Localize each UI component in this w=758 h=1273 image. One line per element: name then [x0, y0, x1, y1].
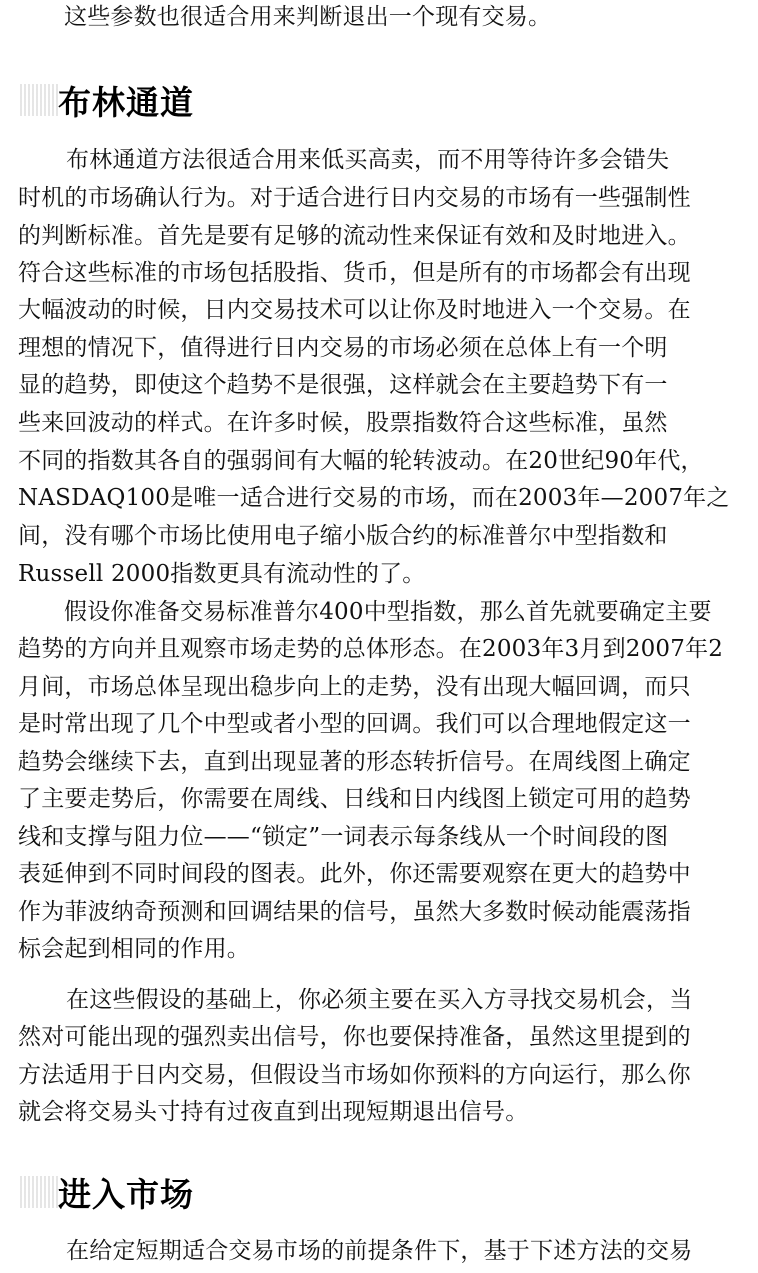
section-heading-enter-market	[20, 1168, 194, 1216]
text-line: 是时常出现了几个中型或者小型的回调。我们可以合理地假定这一	[18, 711, 691, 737]
text-line: 些来回波动的样式。在许多时候，股票指数符合这些标准，虽然	[18, 410, 668, 436]
text-line: 符合这些标准的市场包括股指、货币，但是所有的市场都会有出现	[18, 260, 691, 286]
heading-marker-icon	[20, 84, 58, 116]
text-line: 这些参数也很适合用来判断退出一个现有交易。	[64, 4, 552, 30]
text-line: 在这些假设的基础上，你必须主要在买入方寻找交易机会，当	[66, 987, 693, 1013]
text-line: 月间，市场总体呈现出稳步向上的走势，没有出现大幅回调，而只	[18, 674, 691, 700]
text-line: 趋势的方向并且观察市场走势的总体形态。在2003年3月到2007年2	[18, 636, 724, 662]
section-title: 进入市场	[58, 1174, 194, 1214]
text-line: 理想的情况下，值得进行日内交易的市场必须在总体上有一个明	[18, 335, 668, 361]
text-line: 布林通道方法很适合用来低买高卖，而不用等待许多会错失	[66, 147, 670, 173]
text-line: 作为菲波纳奇预测和回调结果的信号，虽然大多数时候动能震荡指	[18, 899, 691, 925]
text-line: 在给定短期适合交易市场的前提条件下，基于下述方法的交易	[66, 1238, 693, 1264]
text-line: 不同的指数其各自的强弱间有大幅的轮转波动。在20世纪90年代，	[18, 448, 704, 474]
text-line: 了主要走势后，你需要在周线、日线和日内线图上锁定可用的趋势	[18, 786, 691, 812]
text-line: 线和支撑与阻力位——“锁定”一词表示每条线从一个时间段的图	[18, 824, 669, 850]
text-line: 标会起到相同的作用。	[18, 936, 250, 962]
section-heading-bollinger	[20, 76, 194, 124]
text-line: 趋势会继续下去，直到出现显著的形态转折信号。在周线图上确定	[18, 749, 691, 775]
text-line: 表延伸到不同时间段的图表。此外，你还需要观察在更大的趋势中	[18, 861, 691, 887]
text-line: 假设你准备交易标准普尔400中型指数，那么首先就要确定主要	[64, 599, 712, 625]
text-line: 就会将交易头寸持有过夜直到出现短期退出信号。	[18, 1099, 529, 1125]
text-line: 然对可能出现的强烈卖出信号，你也要保持准备，虽然这里提到的	[18, 1024, 691, 1050]
text-line: 的判断标准。首先是要有足够的流动性来保证有效和及时地进入。	[18, 223, 691, 249]
section-title: 布林通道	[58, 82, 194, 122]
text-line: 方法适用于日内交易，但假设当市场如你预料的方向运行，那么你	[18, 1062, 691, 1088]
heading-marker-icon	[20, 1176, 58, 1208]
text-line: 大幅波动的时候，日内交易技术可以让你及时地进入一个交易。在	[18, 297, 691, 323]
text-line: 时机的市场确认行为。对于适合进行日内交易的市场有一些强制性	[18, 185, 691, 211]
text-line: Russell 2000指数更具有流动性的了。	[18, 561, 426, 587]
text-line: 显的趋势，即使这个趋势不是很强，这样就会在主要趋势下有一	[18, 372, 668, 398]
text-line: NASDAQ100是唯一适合进行交易的市场，而在2003年—2007年之	[18, 485, 730, 511]
text-line: 间，没有哪个市场比使用电子缩小版合约的标准普尔中型指数和	[18, 523, 668, 549]
